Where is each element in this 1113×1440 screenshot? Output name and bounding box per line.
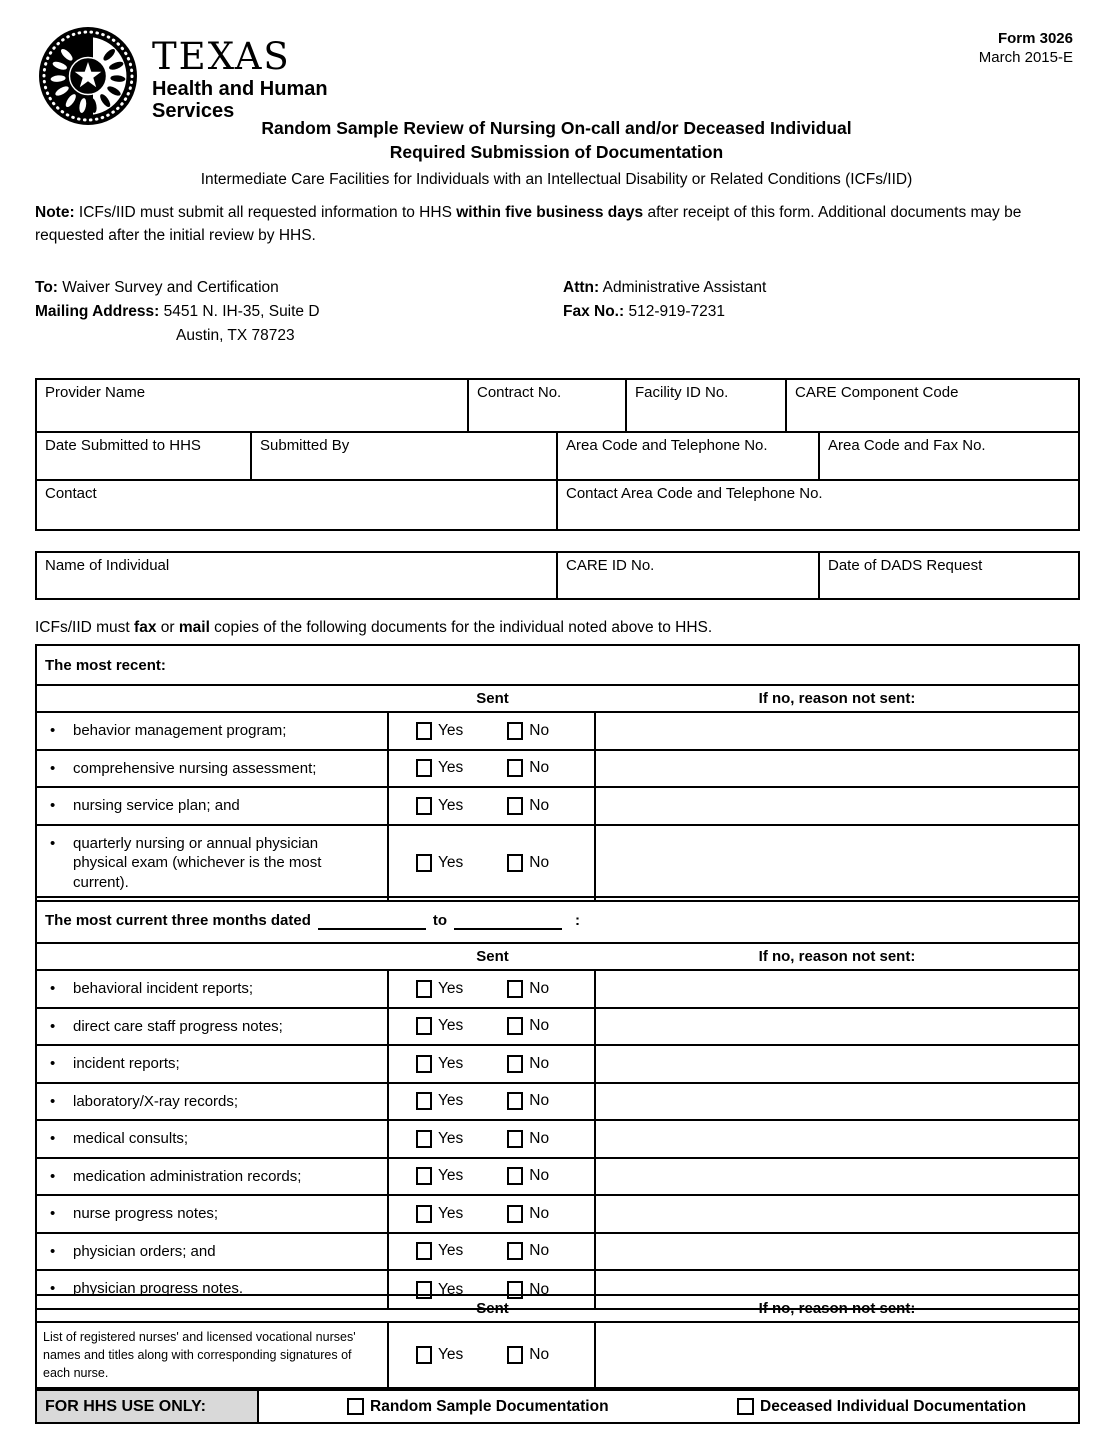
no-checkbox[interactable] xyxy=(507,1055,523,1073)
yes-option: Yes xyxy=(416,759,463,777)
yes-option: Yes xyxy=(416,1205,463,1223)
no-option: No xyxy=(507,759,549,777)
reason-field[interactable] xyxy=(596,1084,1078,1120)
fax-mail-instruction: ICFs/IID must fax or mail copies of the following documents for the individual noted above to HHS. xyxy=(35,619,713,636)
yes-checkbox[interactable] xyxy=(416,1167,432,1185)
hhs-use-only-label: FOR HHS USE ONLY: xyxy=(37,1391,259,1422)
reason-header: If no, reason not sent: xyxy=(758,948,916,965)
yes-option: Yes xyxy=(416,1346,463,1364)
three-months-section xyxy=(35,896,1080,1310)
no-option: No xyxy=(507,1167,549,1185)
no-checkbox[interactable] xyxy=(507,980,523,998)
section-title: The most recent: xyxy=(37,646,1078,686)
item-label: medical consults; xyxy=(73,1130,189,1147)
care-id-field[interactable]: CARE ID No. xyxy=(558,553,820,598)
random-sample-option: Random Sample Documentation xyxy=(347,1391,609,1422)
yes-checkbox[interactable] xyxy=(416,1242,432,1260)
agency-logo xyxy=(38,26,328,126)
column-header-row xyxy=(37,1296,1078,1323)
individual-info-table xyxy=(35,551,1080,600)
bullet-icon: • xyxy=(50,1280,56,1297)
item-label: behavior management program; xyxy=(73,722,287,739)
section-title: The most current three months dated to : xyxy=(37,898,1078,944)
yes-checkbox[interactable] xyxy=(416,797,432,815)
yes-checkbox[interactable] xyxy=(416,1130,432,1148)
no-option: No xyxy=(507,1242,549,1260)
bullet-icon: • xyxy=(50,722,56,739)
checklist-row xyxy=(37,788,1078,826)
item-label: nursing service plan; and xyxy=(73,797,240,814)
note-label: Note: xyxy=(35,204,75,221)
column-header-row xyxy=(37,686,1078,713)
bullet-icon: • xyxy=(50,1242,56,1260)
reason-field[interactable] xyxy=(596,1159,1078,1195)
yes-option: Yes xyxy=(416,797,463,815)
item-label: comprehensive nursing assessment; xyxy=(73,759,317,777)
yes-option: Yes xyxy=(416,1130,463,1148)
bullet-icon: • xyxy=(50,1092,56,1110)
reason-field[interactable] xyxy=(596,713,1078,749)
to-line: To: Waiver Survey and Certification xyxy=(35,279,279,296)
item-label: medication administration records; xyxy=(73,1167,302,1185)
yes-option: Yes xyxy=(416,854,463,872)
yes-option: Yes xyxy=(416,1055,463,1073)
fax-line: Fax No.: 512-919-7231 xyxy=(563,303,725,321)
no-checkbox[interactable] xyxy=(507,797,523,815)
column-header-row xyxy=(37,944,1078,971)
mailing-address-line2: Austin, TX 78723 xyxy=(176,327,295,345)
bullet-icon: • xyxy=(50,1055,56,1072)
individual-name-field[interactable]: Name of Individual xyxy=(37,553,558,598)
form-title xyxy=(0,117,1113,191)
checklist-row xyxy=(37,1046,1078,1084)
reason-field[interactable] xyxy=(596,1323,1078,1387)
yes-checkbox[interactable] xyxy=(416,1346,432,1364)
yes-option: Yes xyxy=(416,722,463,740)
yes-option: Yes xyxy=(416,1167,463,1185)
mail-to-column xyxy=(35,276,563,348)
yes-option: Yes xyxy=(416,1281,463,1299)
table-row xyxy=(37,433,1078,481)
checklist-row xyxy=(37,1234,1078,1272)
form-subtitle: Intermediate Care Facilities for Individuals with an Intellectual Disability or Related Conditions (ICFs/IID) xyxy=(200,171,913,189)
form-title-line1: Random Sample Review of Nursing On-call and/or Deceased Individual xyxy=(261,118,852,138)
telephone-field[interactable]: Area Code and Telephone No. xyxy=(558,433,820,479)
dads-request-date-field[interactable]: Date of DADS Request xyxy=(828,557,983,574)
no-checkbox[interactable] xyxy=(507,1017,523,1035)
date-to-blank[interactable] xyxy=(454,911,562,930)
no-option: No xyxy=(507,980,549,998)
bullet-icon: • xyxy=(50,1017,56,1035)
yes-option: Yes xyxy=(416,1242,463,1260)
no-checkbox[interactable] xyxy=(507,722,523,740)
item-label: nurse progress notes; xyxy=(73,1205,219,1222)
bullet-icon: • xyxy=(50,980,56,997)
provider-name-field[interactable]: Provider Name xyxy=(37,380,469,431)
checklist-row xyxy=(37,1196,1078,1234)
no-option: No xyxy=(507,854,549,872)
yes-checkbox[interactable] xyxy=(416,1017,432,1035)
hhs-use-only-row xyxy=(37,1389,1078,1422)
yes-checkbox[interactable] xyxy=(416,1055,432,1073)
date-submitted-field[interactable]: Date Submitted to HHS xyxy=(37,433,252,479)
sent-header: Sent xyxy=(476,948,509,965)
no-option: No xyxy=(507,722,549,740)
checklist-row xyxy=(37,1121,1078,1159)
table-row xyxy=(37,380,1078,433)
table-row xyxy=(37,553,1078,598)
item-label: List of registered nurses' and licensed vocational nurses' names and titles along with corresponding signatures of each nurse. xyxy=(37,1323,389,1387)
no-option: No xyxy=(507,1130,549,1148)
provider-info-table xyxy=(35,378,1080,531)
random-sample-checkbox[interactable] xyxy=(347,1398,364,1415)
form-title-line2: Required Submission of Documentation xyxy=(389,141,724,162)
no-checkbox[interactable] xyxy=(507,1092,523,1110)
checklist-row xyxy=(37,713,1078,751)
no-checkbox[interactable] xyxy=(507,1167,523,1185)
item-label: quarterly nursing or annual physician physical exam (whichever is the most current). xyxy=(73,834,322,891)
item-label: physician progress notes. xyxy=(73,1280,244,1297)
reason-field[interactable] xyxy=(596,1009,1078,1045)
yes-checkbox[interactable] xyxy=(416,1205,432,1223)
no-option: No xyxy=(507,1346,549,1364)
reason-field[interactable] xyxy=(596,1121,1078,1157)
item-label: behavioral incident reports; xyxy=(73,980,254,997)
bullet-icon: • xyxy=(50,797,56,814)
texas-state-seal-icon xyxy=(38,26,138,126)
no-option: No xyxy=(507,1017,549,1035)
deceased-individual-option: Deceased Individual Documentation xyxy=(737,1391,1026,1422)
most-recent-section xyxy=(35,644,1080,902)
yes-option: Yes xyxy=(416,1017,463,1035)
reason-field[interactable] xyxy=(596,1196,1078,1232)
no-option: No xyxy=(507,1281,549,1299)
attn-column xyxy=(563,276,766,348)
facility-id-field[interactable]: Facility ID No. xyxy=(627,380,787,431)
no-checkbox[interactable] xyxy=(507,1130,523,1148)
contact-telephone-field[interactable]: Contact Area Code and Telephone No. xyxy=(566,485,823,502)
reason-header: If no, reason not sent: xyxy=(758,1300,916,1317)
no-checkbox[interactable] xyxy=(507,854,523,872)
deceased-individual-checkbox[interactable] xyxy=(737,1398,754,1415)
no-checkbox[interactable] xyxy=(507,1205,523,1223)
reason-header: If no, reason not sent: xyxy=(758,690,916,707)
agency-name: Health and Human Services xyxy=(152,78,328,122)
checklist-row xyxy=(37,971,1078,1009)
yes-option: Yes xyxy=(416,1092,463,1110)
contact-field[interactable]: Contact xyxy=(37,481,558,529)
yes-checkbox[interactable] xyxy=(416,854,432,872)
reason-field[interactable] xyxy=(596,971,1078,1007)
item-label: laboratory/X-ray records; xyxy=(73,1092,239,1110)
item-label: physician orders; and xyxy=(73,1242,216,1260)
addressee-block xyxy=(35,276,1080,348)
yes-option: Yes xyxy=(416,980,463,998)
yes-checkbox[interactable] xyxy=(416,1092,432,1110)
no-checkbox[interactable] xyxy=(507,1346,523,1364)
form-number: Form 3026 xyxy=(997,30,1073,47)
bullet-icon: • xyxy=(50,834,56,852)
bullet-icon: • xyxy=(50,759,56,777)
reason-field[interactable] xyxy=(596,1046,1078,1082)
no-option: No xyxy=(507,1055,549,1073)
form-identifier xyxy=(979,30,1073,68)
table-row xyxy=(37,481,1078,529)
sent-header: Sent xyxy=(476,1300,509,1317)
nurse-list-section xyxy=(35,1294,1080,1424)
submitted-by-field[interactable]: Submitted By xyxy=(252,433,558,479)
bullet-icon: • xyxy=(50,1167,56,1185)
checklist-row xyxy=(37,826,1078,901)
item-label: incident reports; xyxy=(73,1055,180,1072)
no-checkbox[interactable] xyxy=(507,1242,523,1260)
attn-line: Attn: Administrative Assistant xyxy=(563,279,767,296)
no-checkbox[interactable] xyxy=(507,759,523,777)
yes-checkbox[interactable] xyxy=(416,980,432,998)
form-revision: March 2015-E xyxy=(978,48,1073,66)
no-option: No xyxy=(507,797,549,815)
reason-field[interactable] xyxy=(596,1234,1078,1270)
no-option: No xyxy=(507,1092,549,1110)
sent-header: Sent xyxy=(476,690,509,707)
contract-no-field[interactable]: Contract No. xyxy=(469,380,627,431)
checklist-row xyxy=(37,1009,1078,1047)
bullet-icon: • xyxy=(50,1205,56,1222)
bullet-icon: • xyxy=(50,1130,56,1147)
reason-field[interactable] xyxy=(596,788,1078,824)
yes-checkbox[interactable] xyxy=(416,722,432,740)
checklist-row xyxy=(37,1159,1078,1197)
item-label: direct care staff progress notes; xyxy=(73,1017,283,1035)
yes-checkbox[interactable] xyxy=(416,759,432,777)
texas-wordmark xyxy=(152,26,328,122)
no-option: No xyxy=(507,1205,549,1223)
checklist-row xyxy=(37,1323,1078,1389)
reason-field[interactable] xyxy=(596,826,1078,901)
state-name: TEXAS xyxy=(152,35,291,78)
date-from-blank[interactable] xyxy=(318,911,426,930)
reason-field[interactable] xyxy=(596,751,1078,787)
fax-field[interactable]: Area Code and Fax No. xyxy=(828,437,986,454)
mailing-address-line: Mailing Address: 5451 N. IH-35, Suite D xyxy=(35,303,320,321)
checklist-row xyxy=(37,1084,1078,1122)
note-paragraph: Note: ICFs/IID must submit all requested information to HHS within five business days after receipt of this form. Additional documents may be requested after the initial review by HHS. xyxy=(35,204,1022,245)
care-component-code-field[interactable]: CARE Component Code xyxy=(795,384,959,401)
checklist-row xyxy=(37,751,1078,789)
